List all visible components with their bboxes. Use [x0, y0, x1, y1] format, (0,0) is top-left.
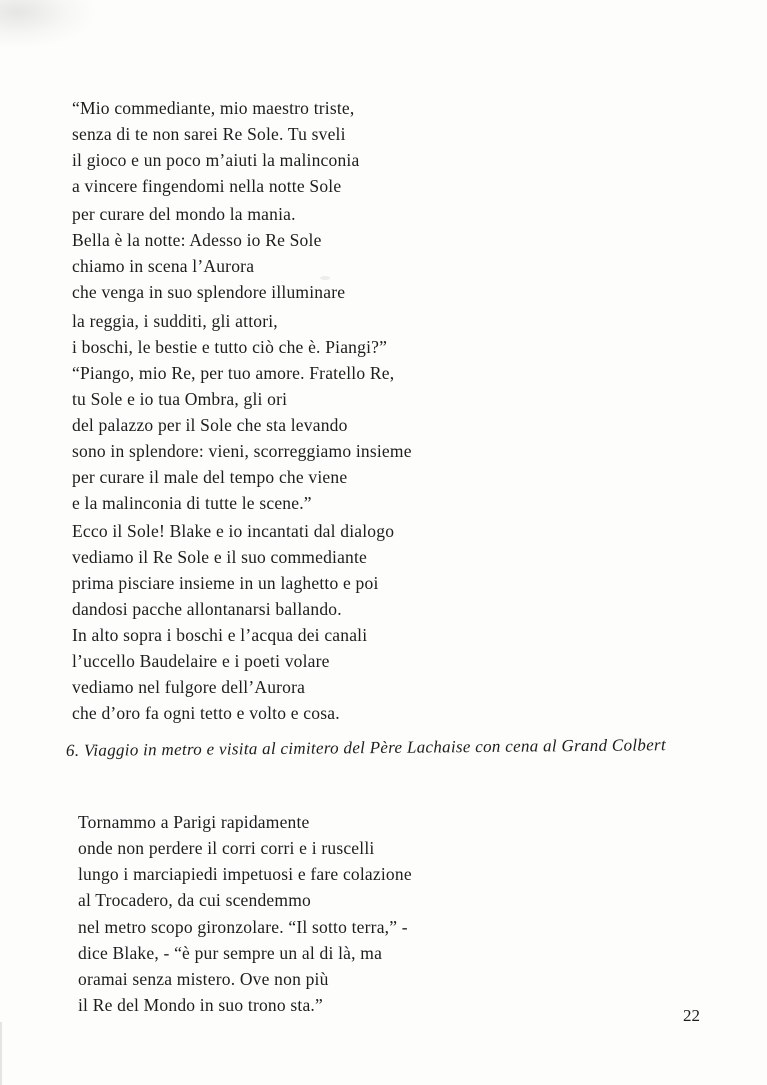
poem-line: dice Blake, - “è pur sempre un al di là, ma — [78, 943, 383, 963]
poem-line: oramai senza mistero. Ove non più — [78, 969, 329, 989]
poem-stanza-5 — [72, 518, 394, 622]
poem-line: Bella è la notte: Adesso io Re Sole — [72, 230, 322, 250]
poem-line: che venga in suo splendore illuminare — [72, 282, 346, 302]
poem-stanza-6 — [72, 622, 367, 726]
poem-line: tu Sole e io tua Ombra, gli ori — [72, 389, 288, 409]
poem-stanza-2 — [72, 201, 345, 305]
scan-smudge-artifact — [0, 0, 95, 48]
poem-line: il Re del Mondo in suo trono sta.” — [78, 995, 323, 1015]
poem-stanza-4 — [72, 412, 412, 516]
poem-line: dandosi pacche allontanarsi ballando. — [72, 599, 342, 619]
poem-line: “Mio commediante, mio maestro triste, — [72, 98, 355, 118]
poem-stanza-1 — [72, 95, 359, 199]
section-title: 6. Viaggio in metro e visita al cimitero del Père Lachaise con cena al Grand Colbert — [65, 735, 667, 760]
poem-line: “Piango, mio Re, per tuo amore. Fratello Re, — [72, 363, 395, 383]
poem-line: lungo i marciapiedi impetuosi e fare colazione — [78, 864, 412, 884]
page-number: 22 — [683, 1006, 700, 1025]
poem-line: sono in splendore: vieni, scorreggiamo insieme — [72, 441, 412, 461]
scan-edge-artifact — [0, 1022, 2, 1085]
poem-stanza-7 — [78, 809, 412, 913]
poem-line: Ecco il Sole! Blake e io incantati dal dialogo — [72, 521, 395, 541]
poem-line: prima pisciare insieme in un laghetto e poi — [72, 573, 379, 593]
poem-line: a vincere fingendomi nella notte Sole — [72, 176, 342, 196]
poem-line: senza di te non sarei Re Sole. Tu sveli — [72, 124, 346, 144]
poem-line: del palazzo per il Sole che sta levando — [72, 415, 348, 435]
poem-line: l’uccello Baudelaire e i poeti volare — [72, 651, 330, 671]
poem-line: il gioco e un poco m’aiuti la malinconia — [72, 150, 360, 170]
poem-stanza-8 — [78, 914, 408, 1018]
poem-line: per curare il male del tempo che viene — [72, 467, 348, 487]
poem-line: Tornammo a Parigi rapidamente — [78, 812, 310, 832]
poem-line: In alto sopra i boschi e l’acqua dei canali — [72, 625, 368, 645]
poem-line: nel metro scopo gironzolare. “Il sotto terra,” - — [78, 917, 408, 937]
poem-line: la reggia, i sudditi, gli attori, — [72, 311, 278, 331]
poem-line: che d’oro fa ogni tetto e volto e cosa. — [72, 703, 340, 723]
poem-line: per curare del mondo la mania. — [72, 204, 296, 224]
poem-line: chiamo in scena l’Aurora — [72, 256, 255, 276]
poem-line: e la malinconia di tutte le scene.” — [72, 493, 312, 513]
poem-stanza-3 — [72, 308, 394, 412]
poem-line: i boschi, le bestie e tutto ciò che è. Piangi?” — [72, 337, 388, 357]
poem-line: vediamo il Re Sole e il suo commediante — [72, 547, 368, 567]
poem-line: onde non perdere il corri corri e i ruscelli — [78, 838, 375, 858]
poem-line: al Trocadero, da cui scendemmo — [78, 890, 311, 910]
poem-line: vediamo nel fulgore dell’Aurora — [72, 677, 306, 697]
